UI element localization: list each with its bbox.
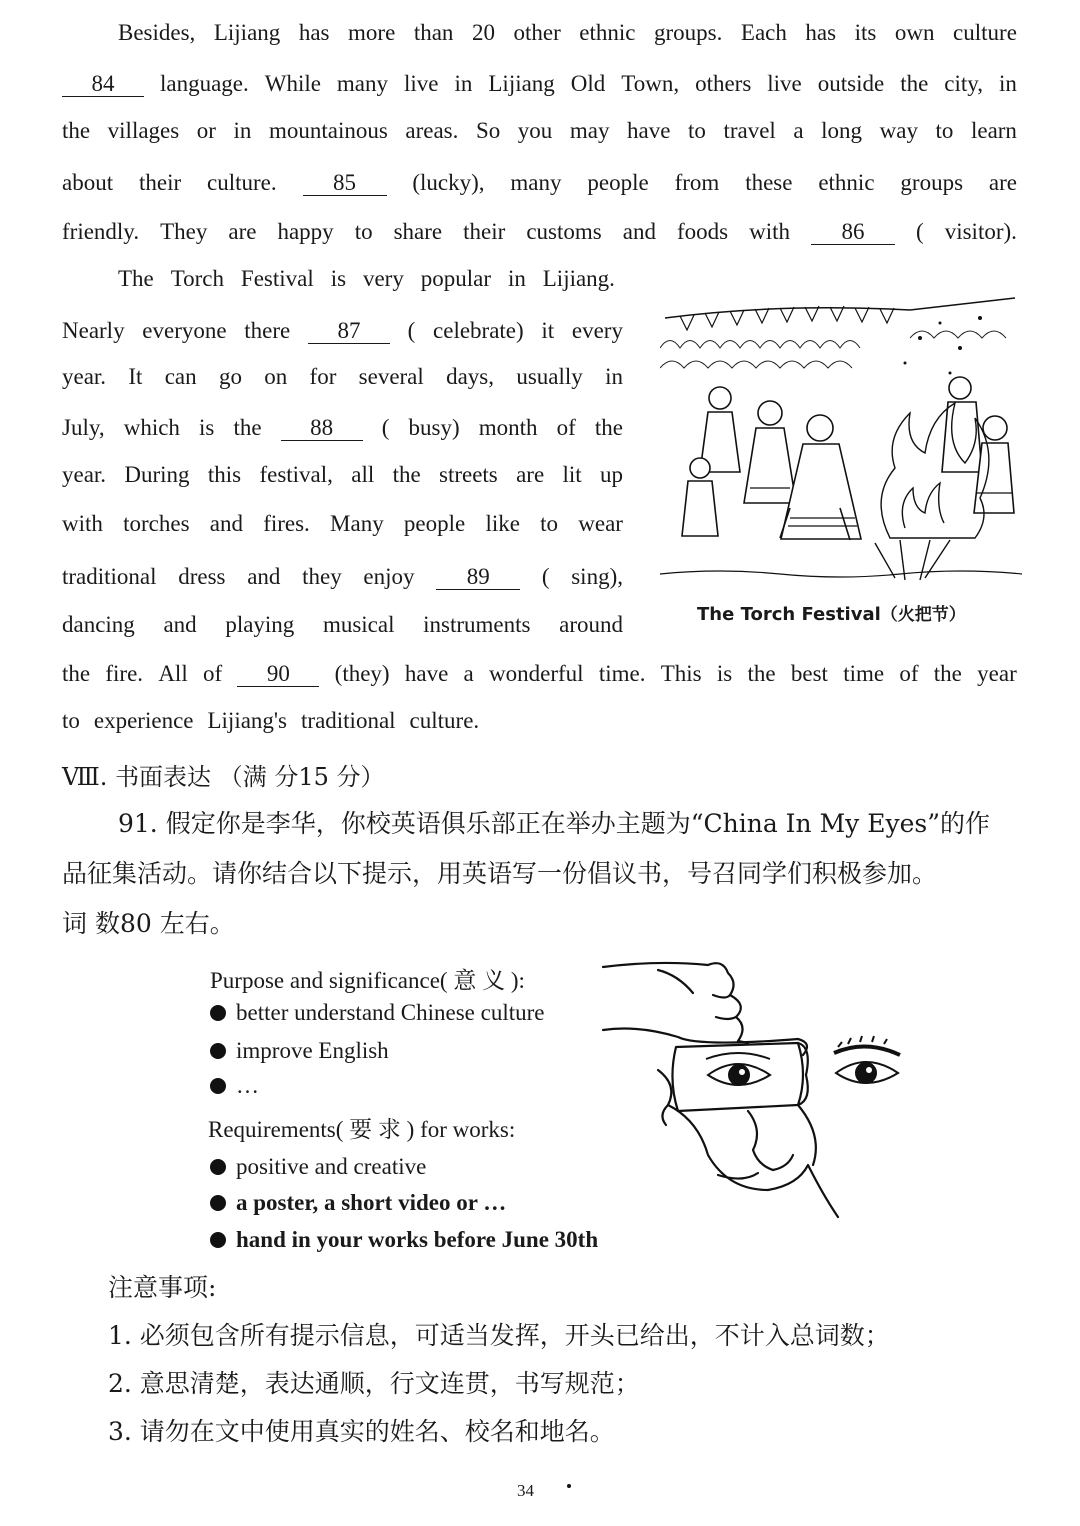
word: traditional (62, 564, 157, 589)
word: groups (900, 170, 964, 195)
word: in (507, 266, 526, 291)
word: culture. (207, 170, 277, 195)
note-item: 3. 请勿在文中使用真实的姓名、校名和地名。 (108, 1417, 615, 1446)
word: mountainous (268, 118, 388, 143)
word: Nearly (62, 318, 125, 343)
word: their (138, 170, 182, 195)
answer-blank-84[interactable]: 84 (62, 68, 144, 97)
page-dot (567, 1484, 571, 1488)
word: areas. (405, 118, 459, 143)
word: Lijiang (213, 20, 281, 45)
word: dancing (62, 612, 135, 637)
word: of (899, 661, 919, 686)
bullet-icon (210, 1005, 226, 1021)
passage-line (62, 216, 1017, 245)
word: celebrate) (433, 318, 524, 343)
word: its (854, 20, 877, 45)
word: than (413, 20, 454, 45)
passage-line (62, 118, 1017, 144)
word: may (569, 118, 610, 143)
word: travel (723, 118, 776, 143)
word: has (805, 20, 837, 45)
bullet-icon (210, 1159, 226, 1175)
word: long (821, 118, 863, 143)
word: to (540, 511, 559, 536)
task-text: 91. 假定你是李华，你校英语俱乐部正在举办主题为“China In My Eyes”的作 (118, 809, 991, 838)
word: festival, (259, 462, 333, 487)
word: a (463, 661, 474, 686)
word: around (559, 612, 623, 637)
word: is (330, 266, 347, 291)
bullet-icon (210, 1043, 226, 1059)
word: musical (322, 612, 395, 637)
word: this (207, 462, 242, 487)
word: have (404, 661, 449, 686)
word: from (674, 170, 720, 195)
word: Old (570, 71, 606, 96)
word: many (510, 170, 562, 195)
note-item: 2. 意思清楚，表达通顺，行文连贯，书写规范； (108, 1369, 640, 1398)
word: way (879, 118, 918, 143)
word: month (478, 415, 538, 440)
task-text: 品征集活动。请你结合以下提示，用英语写一份倡议书，号召同学们积极参加。 (62, 859, 938, 888)
requirement-item: positive and creative (210, 1154, 426, 1180)
word: So (475, 118, 501, 143)
word: villages (107, 118, 180, 143)
word: city, (944, 71, 984, 96)
word: the (392, 462, 421, 487)
passage-line (62, 561, 623, 590)
purpose-title: Purpose and significance( 意 义 ): (210, 968, 525, 993)
passage-line (62, 68, 1017, 97)
word: share (393, 219, 443, 244)
word: in (233, 118, 252, 143)
word: Lijiang. (542, 266, 615, 291)
word: language. (159, 71, 249, 96)
word: more (348, 20, 396, 45)
passage-line (62, 462, 623, 488)
answer-blank-86[interactable]: 86 (811, 216, 895, 245)
passage-line (118, 20, 1017, 46)
word: the (900, 71, 929, 96)
word: other (513, 20, 561, 45)
word: streets (439, 462, 498, 487)
word: experience (93, 708, 194, 733)
word: to (354, 219, 373, 244)
word: and (247, 564, 281, 589)
word: the (62, 118, 91, 143)
word: best (790, 661, 828, 686)
word: it (541, 318, 555, 343)
word: have (627, 118, 671, 143)
word: there (244, 318, 291, 343)
word: to (62, 708, 80, 733)
torch-festival-illustration (660, 278, 1022, 584)
word: their (463, 219, 506, 244)
word: all (351, 462, 375, 487)
word: traditional (301, 708, 396, 733)
china-in-my-eyes-illustration (598, 955, 910, 1220)
word: and (622, 219, 656, 244)
word: outside (817, 71, 885, 96)
word: (lucky), (412, 170, 485, 195)
word: They (160, 219, 208, 244)
caption-english: The Torch Festival (697, 604, 881, 625)
word: can (164, 364, 197, 389)
word: learn (970, 118, 1017, 143)
word: they (302, 564, 342, 589)
word: or (196, 118, 216, 143)
word: ethnic (818, 170, 875, 195)
word: ( (381, 415, 390, 440)
word: All (158, 661, 188, 686)
word: Festival (240, 266, 314, 291)
word: Each (740, 20, 787, 45)
bullet-icon (210, 1078, 226, 1094)
word: has (298, 20, 330, 45)
word: ethnic (579, 20, 636, 45)
word: live (767, 71, 802, 96)
word: in (605, 364, 623, 389)
word: with (62, 511, 103, 536)
word: live (404, 71, 439, 96)
purpose-item: improve English (210, 1038, 389, 1064)
word: year (977, 661, 1017, 686)
word: is (199, 415, 215, 440)
word: Torch (170, 266, 224, 291)
requirement-item: hand in your works before June 30th (210, 1227, 598, 1253)
word: every (571, 318, 623, 343)
word: Town, (621, 71, 680, 96)
passage-line (118, 266, 615, 292)
word: July, (62, 415, 105, 440)
word: wonderful (489, 661, 584, 686)
word: a (793, 118, 804, 143)
word: are (988, 170, 1017, 195)
word: the (594, 415, 623, 440)
word: and (163, 612, 197, 637)
word: very (362, 266, 404, 291)
answer-blank-87[interactable]: 87 (308, 315, 390, 344)
word: happy (277, 219, 334, 244)
passage-line (62, 658, 1017, 687)
word: several (358, 364, 424, 389)
passage-line (62, 708, 1017, 734)
word: the (62, 661, 91, 686)
word: people (587, 170, 649, 195)
word: fires. (263, 511, 310, 536)
word: This (660, 661, 702, 686)
purpose-item: better understand Chinese culture (210, 1000, 544, 1026)
word: up (600, 462, 623, 487)
word: and (209, 511, 243, 536)
bullet-icon (210, 1232, 226, 1248)
requirements-title: Requirements( 要 求 ) for works: (208, 1117, 516, 1142)
word: visitor). (944, 219, 1017, 244)
word: culture. (409, 708, 480, 733)
word: foods (676, 219, 729, 244)
passage-line (62, 612, 623, 638)
word: During (124, 462, 190, 487)
word: year. (62, 364, 107, 389)
task-text: 词 数80 左右。 (62, 909, 235, 938)
passage-line (62, 364, 623, 390)
word: go (218, 364, 242, 389)
word: ( (407, 318, 416, 343)
word: friendly. (62, 219, 140, 244)
word: It (128, 364, 143, 389)
word: you (517, 118, 553, 143)
word: instruments (423, 612, 531, 637)
passage-line (62, 167, 1017, 196)
word: usually (516, 364, 583, 389)
word: culture (953, 20, 1017, 45)
word: others (695, 71, 752, 96)
word: sing), (571, 564, 623, 589)
section-heading: Ⅷ. 书面表达 （满 分15 分） (62, 763, 385, 791)
word: busy) (408, 415, 460, 440)
word: wear (578, 511, 623, 536)
caption-chinese: （火把节） (880, 605, 966, 625)
notes-title: 注意事项: (108, 1273, 217, 1302)
torch-festival-caption (697, 600, 966, 625)
answer-blank-88[interactable]: 88 (281, 412, 363, 441)
bullet-icon (210, 1195, 226, 1211)
word: to (688, 118, 706, 143)
word: the (233, 415, 262, 440)
word: about (62, 170, 114, 195)
word: which (123, 415, 180, 440)
word: the (747, 661, 776, 686)
word: dress (178, 564, 226, 589)
word: for (309, 364, 337, 389)
word: everyone (142, 318, 227, 343)
word: groups. (654, 20, 723, 45)
passage-line (62, 315, 623, 344)
passage-line (62, 412, 623, 441)
word: 20 (471, 20, 495, 45)
word: popular (420, 266, 492, 291)
word: in (999, 71, 1017, 96)
word: the (933, 661, 962, 686)
answer-blank-90[interactable]: 90 (237, 658, 319, 687)
passage-line (62, 511, 623, 537)
word: playing (225, 612, 295, 637)
word: with (749, 219, 790, 244)
word: on (264, 364, 288, 389)
requirement-item: a poster, a short video or … (210, 1190, 506, 1216)
word: torches (123, 511, 190, 536)
word: these (745, 170, 793, 195)
word: customs (526, 219, 602, 244)
word: Lijiang's (207, 708, 288, 733)
word: lit (562, 462, 582, 487)
word: The (118, 266, 154, 291)
word: is (716, 661, 733, 686)
word: in (454, 71, 473, 96)
word: like (485, 511, 520, 536)
word: year. (62, 462, 107, 487)
word: Lijiang (488, 71, 555, 96)
word: time. (598, 661, 646, 686)
word: enjoy (363, 564, 415, 589)
word: Besides, (118, 20, 196, 45)
purpose-item: … (210, 1073, 259, 1099)
answer-blank-89[interactable]: 89 (436, 561, 520, 590)
word: of (202, 661, 223, 686)
word: (they) (334, 661, 390, 686)
word: many (336, 71, 389, 96)
word: are (516, 462, 545, 487)
word: While (264, 71, 321, 96)
word: time (843, 661, 885, 686)
word: people (403, 511, 466, 536)
word: days, (446, 364, 495, 389)
page-number: 34 (517, 1481, 534, 1500)
word: own (894, 20, 935, 45)
word: ( (916, 219, 924, 244)
word: ( (541, 564, 550, 589)
word: fire. (105, 661, 144, 686)
word: to (935, 118, 954, 143)
word: are (228, 219, 257, 244)
answer-blank-85[interactable]: 85 (303, 167, 387, 196)
word: of (556, 415, 576, 440)
word: Many (330, 511, 384, 536)
note-item: 1. 必须包含所有提示信息，可适当发挥，开头已给出，不计入总词数； (108, 1321, 890, 1350)
